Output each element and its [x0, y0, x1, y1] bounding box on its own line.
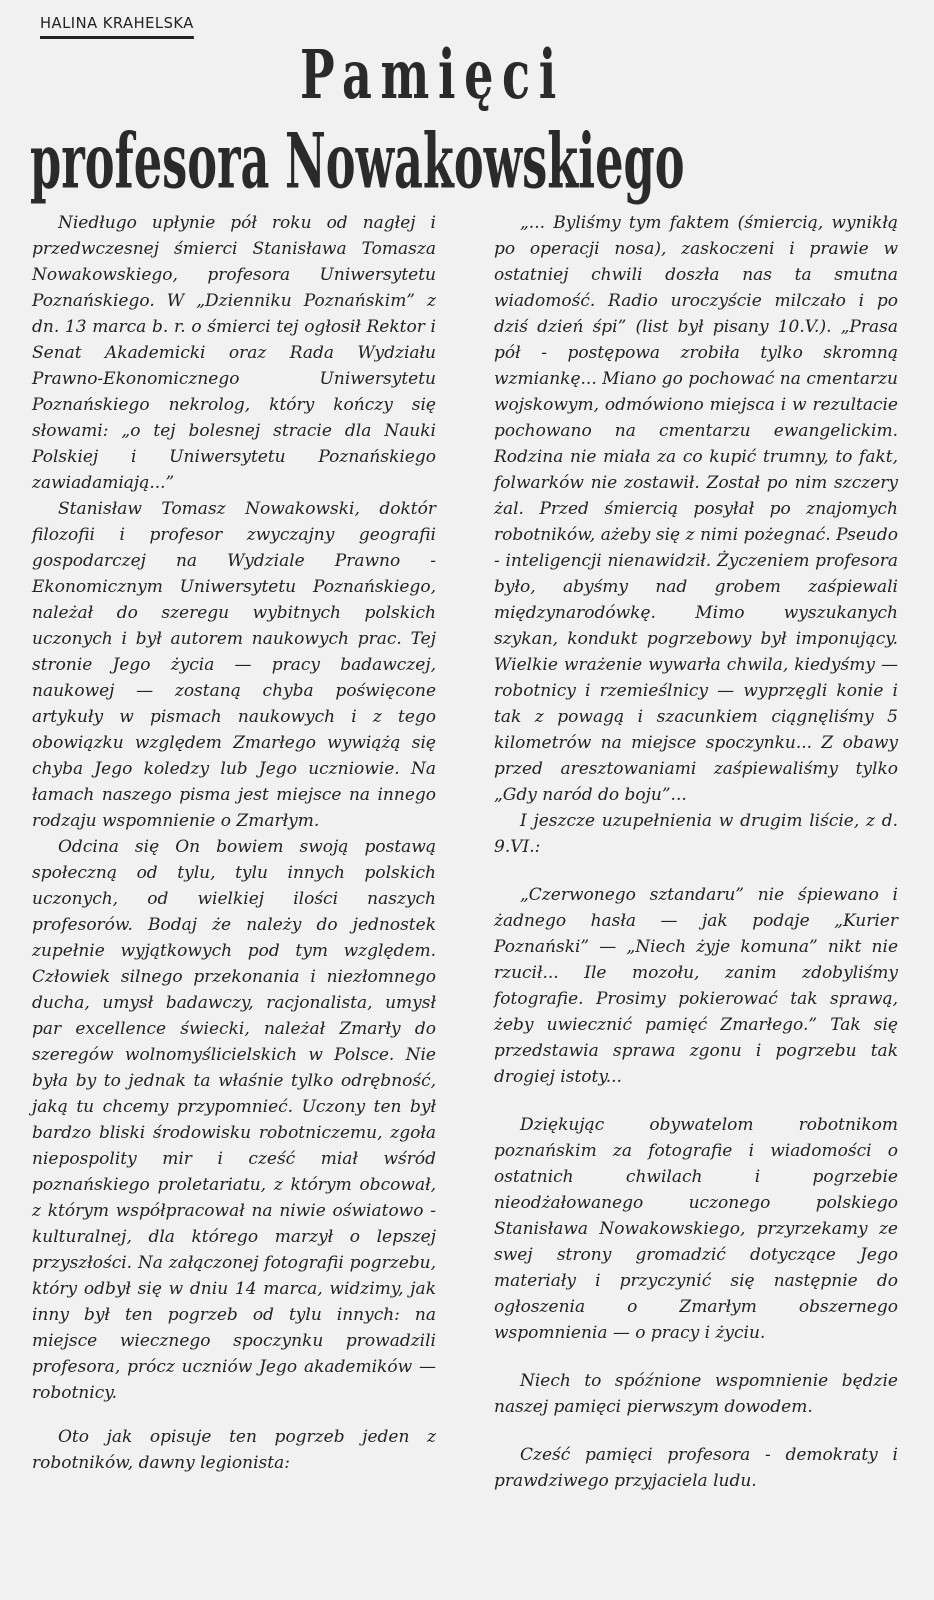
paragraph: Niedługo upłynie pół roku od nagłej i przedwczesnej śmierci Stanisława Tomasza Nowakowskiego, profesora Uniwersytetu Poznańskiego. W „Dzienniku Poznańskim” z dn. 13 marca b. r. o śmierci tej ogłosił Rektor i Senat Akademicki oraz Rada Wydziału Prawno-Ekonomicznego Uniwersytetu Poznańskiego nekrolog, który kończy się słowami: „o tej bolesnej stracie dla Nauki Polskiej i Uniwersytetu Poznańskiego zawiadamiają...” — [32, 213, 436, 493]
paragraph: Odcina się On bowiem swoją postawą społeczną od tylu, tylu innych polskich uczonych, od wielkiej ilości naszych profesorów. Bodaj że należy do jednostek zupełnie wyjątkowych pod tym względem. Człowiek silnego przekonania i niezłomnego ducha, umysł badawczy, racjonalista, umysł par excellence świecki, należał Zmarły do szeregów wolnomyślicielskich w Polsce. Nie była by to jednak ta właśnie tylko odrębność, jaką tu chcemy przypomnieć. Uczony ten był bardzo bliski środowisku robotniczemu, zgoła niepospolity mir i cześć miał wśród poznańskiego proletariatu, z którym obcował, z którym współpracował na niwie oświatowo - kulturalnej, dla którego marzył o lepszej przyszłości. Na załączonej fotografii pogrzebu, który odbył się w dniu 14 marca, widzimy, jak inny był ten pogrzeb od tylu innych: na miejsce wiecznego spoczynku prowadzili profesora, prócz uczniów Jego akademików — robotnicy. — [32, 837, 436, 1403]
author-byline: HALINA KRAHELSKA — [40, 14, 194, 39]
paragraph: Niech to spóźnione wspomnienie będzie naszej pamięci pierwszym dowodem. — [494, 1371, 898, 1417]
paragraph: Stanisław Tomasz Nowakowski, doktór filozofii i profesor zwyczajny geografii gospodarczej na Wydziale Prawno - Ekonomicznym Uniwersytetu Poznańskiego, należał do szeregu wybitnych polskich uczonych i był autorem naukowych prac. Tej stronie Jego życia — pracy badawczej, naukowej — zostaną chyba poświęcone artykuły w pismach naukowych i z tego obowiązku względem Zmarłego wywiążą się chyba Jego koledzy lub Jego uczniowie. Na łamach naszego pisma jest miejsce na innego rodzaju wspomnienie o Zmarłym. — [32, 499, 436, 831]
right-column — [494, 210, 898, 1494]
left-column — [32, 210, 436, 1476]
closing-paragraph: Cześć pamięci profesora - demokraty i prawdziwego przyjaciela ludu. — [494, 1445, 898, 1491]
quote-paragraph: „Czerwonego sztandaru” nie śpiewano i żadnego hasła — jak podaje „Kurier Poznański” — „Niech żyje komuna” nikt nie rzucił... Ile mozołu, zanim zdobyliśmy fotografie. Prosimy pokierować tak sprawą, żeby uwiecznić pamięć Zmarłego.” Tak się przedstawia sprawa zgonu i pogrzebu tak drogiej istoty... — [494, 885, 898, 1087]
paragraph: „... Byliśmy tym faktem (śmiercią, wynikłą po operacji nosa), zaskoczeni i prawie w ostatniej chwili doszła nas ta smutna wiadomość. Radio uroczyście milczało i po dziś dzień śpi” (list był pisany 10.V.). „Prasa pół - postępowa zrobiła tylko skromną wzmiankę... Miano go pochować na cmentarzu wojskowym, odmówiono miejsca i w rezultacie pochowano na cmentarzu ewangelickim. Rodzina nie miała za co kupić trumny, to fakt, folwarków nie zostawił. Został po nim szczery żal. Przed śmiercią posyłał po znajomych robotników, ażeby się z nimi pożegnać. Pseudo - inteligencji nienawidził. Życzeniem profesora było, abyśmy nad grobem zaśpiewali międzynarodówkę. Mimo wyszukanych szykan, kondukt pogrzebowy był imponujący. Wielkie wrażenie wywarła chwila, kiedyśmy — robotnicy i rzemieślnicy — wyprzęgli konie i tak z powagą i szacunkiem ciągnęliśmy 5 kilometrów na miejsce spoczynku... Z obawy przed aresztowaniami zaśpiewaliśmy tylko „Gdy naród do boju”... — [494, 213, 898, 805]
paragraph: I jeszcze uzupełnienia w drugim liście, z d. 9.VI.: — [494, 811, 898, 857]
paragraph: Dziękując obywatelom robotnikom poznańskim za fotografie i wiadomości o ostatnich chwilach i pogrzebie nieodżałowanego uczonego polskiego Stanisława Nowakowskiego, przyrzekamy ze swej strony gromadzić dotyczące Jego materiały i przyczynić się następnie do ogłoszenia o Zmarłym obszernego wspomnienia — o pracy i życiu. — [494, 1115, 898, 1343]
headline-line-2: profesora Nowakowskiego — [30, 116, 685, 206]
headline-line-1: Pamięci — [300, 36, 565, 115]
paragraph: Oto jak opisuje ten pogrzeb jeden z robotników, dawny legionista: — [32, 1427, 436, 1473]
